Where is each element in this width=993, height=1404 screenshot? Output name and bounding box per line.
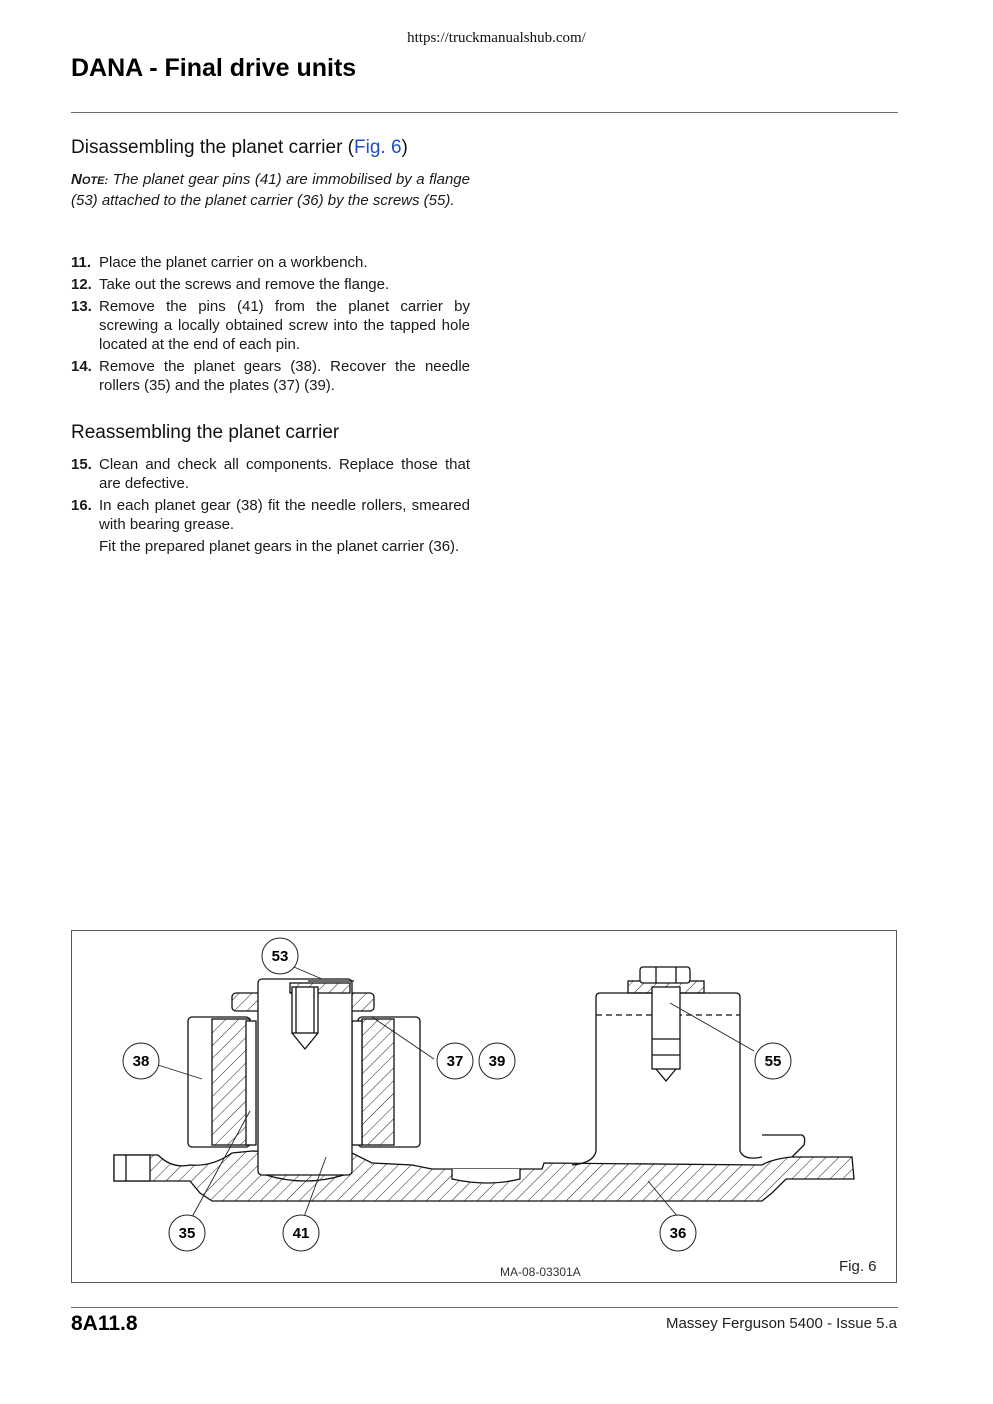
svg-text:55: 55	[764, 1053, 782, 1070]
heading-prefix: Disassembling the planet carrier (	[71, 137, 355, 158]
step-item: 16. In each planet gear (38) fit the needle rollers, smeared with bearing grease. Fit the prepared planet gears in the planet carrier (36).	[71, 497, 470, 555]
svg-text:39: 39	[488, 1053, 506, 1070]
svg-text:38: 38	[132, 1053, 150, 1070]
callout-36	[660, 1215, 696, 1251]
reassembly-steps	[71, 455, 470, 559]
svg-text:36: 36	[669, 1225, 687, 1242]
callout-55	[755, 1043, 791, 1079]
step-item: 12. Take out the screws and remove the flange.	[71, 276, 390, 293]
svg-text:35: 35	[178, 1225, 196, 1242]
callout-39	[479, 1043, 515, 1079]
planet-carrier-drawing	[72, 931, 898, 1284]
svg-text:37: 37	[446, 1053, 464, 1070]
step-item: 15. Clean and check all components. Replace those that are defective.	[71, 456, 470, 492]
callout-41	[283, 1215, 319, 1251]
callout-35	[169, 1215, 205, 1251]
source-url: https://truckmanualshub.com/	[407, 30, 586, 46]
figure-label: Fig. 6	[839, 1258, 877, 1275]
step-item: 14. Remove the planet gears (38). Recover the needle rollers (35) and the plates (37) (39).	[71, 358, 470, 394]
header-rule	[71, 112, 898, 113]
step-item: 13. Remove the pins (41) from the planet carrier by screwing a locally obtained screw into the tapped hole located at the end of each pin.	[71, 298, 470, 353]
callout-37	[437, 1043, 473, 1079]
publication-info: Massey Ferguson 5400 - Issue 5.a	[666, 1315, 897, 1332]
figure-reference-code: MA-08-03301A	[500, 1265, 581, 1279]
step-item: 11. Place the planet carrier on a workbench.	[71, 254, 368, 271]
callout-53	[262, 938, 298, 974]
section-heading-reassembling: Reassembling the planet carrier	[71, 422, 340, 443]
page-title: DANA - Final drive units	[71, 54, 357, 82]
note-text: The planet gear pins (41) are immobilised by a flange (53) attached to the planet carrier (36) by the screws (55).	[71, 171, 470, 209]
disassembly-steps	[71, 253, 470, 398]
note-label: NOTE:	[71, 171, 109, 188]
figure-6-planet-carrier	[71, 930, 897, 1283]
svg-text:41: 41	[292, 1225, 310, 1242]
page-code: 8A11.8	[71, 1312, 138, 1335]
section-heading-disassembling	[71, 137, 408, 159]
footer-rule	[71, 1307, 898, 1308]
fig-6-link[interactable]: Fig. 6	[354, 137, 402, 158]
step-subtext: Fit the prepared planet gears in the planet carrier (36).	[99, 538, 460, 555]
heading-suffix: )	[401, 137, 408, 158]
callout-38	[123, 1043, 159, 1079]
note-paragraph	[71, 170, 470, 210]
svg-text:53: 53	[271, 948, 289, 965]
